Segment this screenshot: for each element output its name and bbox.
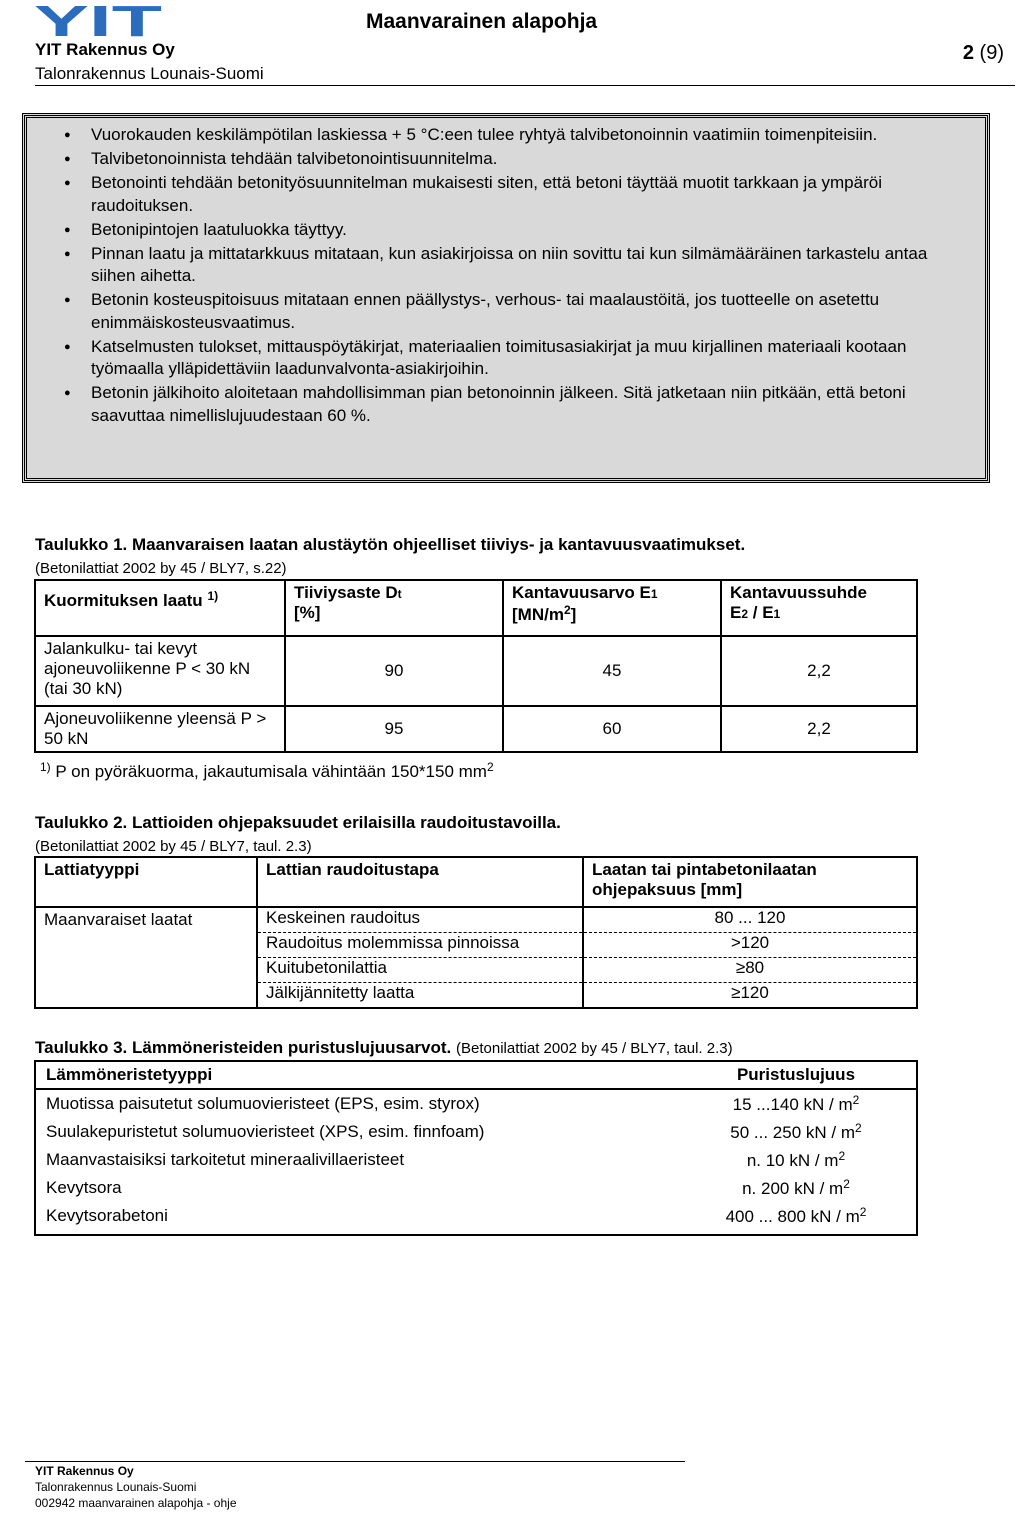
list-item: ● Katselmusten tulokset, mittauspöytäkirjat, materiaalien toimitusasiakirjat ja muu kirjallinen materiaali kootaan työmaalla ylläpidettäviin laadunvalvonta-asiakirjoihin. (91, 336, 965, 381)
t3-header-type: Lämmöneristetyyppi (35, 1061, 676, 1089)
list-item: ● Talvibetonoinnista tehdään talvibetonointisuunnitelma. (91, 148, 965, 171)
t2-cell-thickness: ≥80 (583, 958, 917, 983)
t2-cell-floor-type: Maanvaraiset laatat (35, 907, 257, 1008)
t1-header-density: Tiiviysaste Dt [%] (285, 580, 503, 636)
t2-cell-thickness: 80 ... 120 (583, 907, 917, 933)
table-row (35, 1146, 917, 1174)
t2-cell-thickness: >120 (583, 933, 917, 958)
page-title: Maanvarainen alapohja (366, 10, 598, 33)
table-row (35, 1089, 917, 1118)
t1-cell-ratio: 2,2 (721, 706, 917, 752)
list-item: ● Betonipintojen laatuluokka täyttyy. (91, 219, 965, 242)
table3-caption: Taulukko 3. Lämmöneristeiden puristuslujuusarvot. (35, 1038, 452, 1057)
t3-cell-type: Suulakepuristetut solumuovieristeet (XPS, esim. finnfoam) (46, 1122, 485, 1141)
table2 (34, 856, 918, 1009)
t3-cell-type: Maanvastaisiksi tarkoitetut mineraalivillaeristeet (46, 1150, 405, 1169)
t2-cell-method: Jälkijännitetty laatta (257, 983, 583, 1009)
t1-header-load: Kuormituksen laatu $^{1)}$ (35, 580, 285, 636)
table1-source: (Betonilattiat 2002 by 45 / BLY7, s.22) (35, 560, 287, 577)
t3-cell-strength: 50 ... 250 kN / $m^2$ (730, 1121, 862, 1142)
t2-cell-method: Keskeinen raudoitus (257, 907, 583, 933)
page-current: 2 (962, 42, 974, 64)
t1-cell-density: 95 (285, 706, 503, 752)
requirements-list (25, 116, 987, 427)
table1-footnote: $^{1)}$ P on pyöräkuorma, jakautumisala vähintään 150*150 $mm^2$ (40, 760, 494, 781)
t2-header-method: Lattian raudoitustapa (257, 857, 583, 907)
header-company: YIT Rakennus Oy (35, 40, 175, 59)
yit-logo (34, 2, 164, 40)
list-item: ● Betonointi tehdään betonityösuunnitelman mukaisesti siten, että betoni täyttää muotit tarkkaan ja ympäröi raudoituksen. (91, 172, 965, 217)
t2-header-type: Lattiatyyppi (35, 857, 257, 907)
list-item: ● Pinnan laatu ja mittatarkkuus mitataan, kun asiakirjoissa on niin sovittu tai kun silmämääräinen tarkastelu antaa siihen aihetta. (91, 243, 965, 288)
table1 (34, 579, 918, 753)
page-number (963, 42, 1004, 65)
t1-cell-ratio: 2,2 (721, 636, 917, 706)
table3 (34, 1060, 918, 1236)
t2-header-thickness: Laatan tai pintabetonilaatan ohjepaksuus [mm] (583, 857, 917, 907)
list-item: ● Betonin jälkihoito aloitetaan mahdollisimman pian betonoinnin jälkeen. Sitä jatketaan niin pitkään, että betoni saavuttaa nimellislujuudestaan 60 %. (91, 382, 965, 427)
footer-divider (25, 1461, 685, 1462)
list-item: ● Vuorokauden keskilämpötilan laskiessa + 5 °C:een tulee ryhtyä talvibetonoinnin vaatimiin toimenpiteisiin. (91, 124, 965, 147)
t1-header-bearing: Kantavuusarvo E1 $[MN/m^2]$ (503, 580, 721, 636)
t1-cell-bearing: 45 (503, 636, 721, 706)
header-division: Talonrakennus Lounais-Suomi (35, 64, 264, 83)
page-total: (9) (979, 42, 1004, 64)
table2-source: (Betonilattiat 2002 by 45 / BLY7, taul. 2.3) (35, 838, 312, 855)
table-row (35, 907, 917, 933)
t1-header-ratio: Kantavuussuhde E2 / E1 (721, 580, 917, 636)
footer-division: Talonrakennus Lounais-Suomi (35, 1480, 197, 1494)
footer-company: YIT Rakennus Oy (35, 1464, 134, 1478)
t3-cell-type: Muotissa paisutetut solumuovieristeet (EPS, esim. styrox) (46, 1094, 480, 1113)
requirements-box (22, 113, 990, 483)
table-row (35, 706, 917, 752)
t2-cell-method: Raudoitus molemmissa pinnoissa (257, 933, 583, 958)
t3-cell-strength: n. 200 kN / $m^2$ (742, 1177, 850, 1198)
table-row (35, 1118, 917, 1146)
t3-cell-strength: n. 10 kN / $m^2$ (746, 1149, 846, 1170)
t1-cell-density: 90 (285, 636, 503, 706)
t1-cell-load: Jalankulku- tai kevyt ajoneuvoliikenne P < 30 kN (tai 30 kN) (35, 636, 285, 706)
t3-header-strength: Puristuslujuus (676, 1061, 917, 1089)
table-row (35, 1202, 917, 1235)
t2-cell-thickness: ≥120 (583, 983, 917, 1009)
t3-cell-strength: 400 ... 800 kN / $m^2$ (725, 1205, 867, 1226)
header-divider (35, 85, 1015, 86)
logo-text: YIT (34, 2, 163, 40)
footer-doc: 002942 maanvarainen alapohja - ohje (35, 1496, 237, 1510)
table3-caption-line (35, 1038, 733, 1058)
table2-caption: Taulukko 2. Lattioiden ohjepaksuudet erilaisilla raudoitustavoilla. (35, 813, 561, 832)
t3-cell-type: Kevytsora (46, 1178, 122, 1197)
t1-cell-load: Ajoneuvoliikenne yleensä P > 50 kN (35, 706, 285, 752)
table-row (35, 636, 917, 706)
t3-cell-type: Kevytsorabetoni (46, 1206, 168, 1225)
list-item: ● Betonin kosteuspitoisuus mitataan ennen päällystys-, verhous- tai maalaustöitä, jos tuotteelle on asetettu enimmäiskosteusvaatimus. (91, 289, 965, 334)
table-row (35, 1174, 917, 1202)
t1-cell-bearing: 60 (503, 706, 721, 752)
table1-caption: Taulukko 1. Maanvaraisen laatan alustäytön ohjeelliset tiiviys- ja kantavuusvaatimukset. (35, 535, 746, 554)
t2-cell-method: Kuitubetonilattia (257, 958, 583, 983)
table3-source: (Betonilattiat 2002 by 45 / BLY7, taul. 2.3) (456, 1040, 733, 1057)
t3-cell-strength: 15 ...140 kN / $m^2$ (732, 1093, 860, 1114)
